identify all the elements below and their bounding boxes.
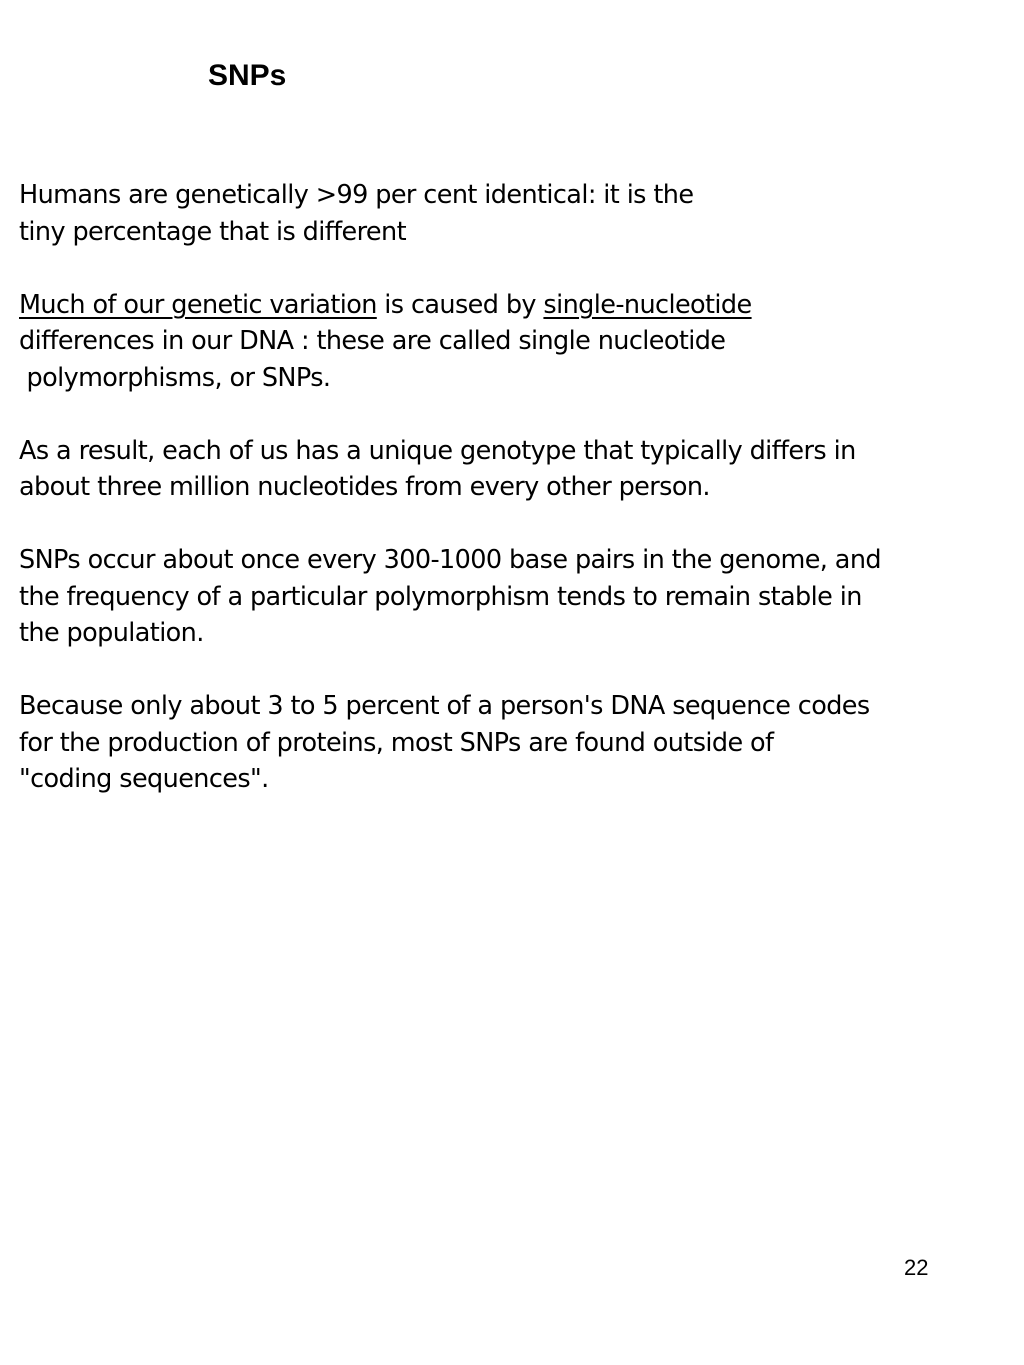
slide-body [19,177,1009,834]
text-line: differences in our DNA : these are called single nucleotide [19,326,726,356]
text-line: "coding sequences". [19,764,269,794]
text-line [19,287,1009,324]
paragraph-coding-sequences [19,688,1009,798]
paragraph-snp-definition [19,287,1009,397]
text-line: tiny percentage that is different [19,216,406,247]
underlined-phrase-single-nucleotide: single-nucleotide [543,289,752,320]
underlined-phrase-genetic-variation: Much of our genetic variation [19,289,377,320]
paragraph-genetic-identity [19,177,1009,250]
text-line: polymorphisms, or SNPs. [19,362,331,393]
page-number: 22 [904,1255,929,1280]
text-line: about three million nucleotides from every other person. [19,472,710,502]
text-line: for the production of proteins, most SNPs are found outside of [19,727,774,758]
text-line: Because only about 3 to 5 percent of a person's DNA sequence codes [19,691,870,721]
text-line: the population. [19,618,204,648]
slide-title: SNPs [208,59,287,92]
text-line: SNPs occur about once every 300-1000 base pairs in the genome, and [19,545,881,575]
text-line: Humans are genetically >99 per cent identical: it is the [19,180,694,210]
text-line: As a result, each of us has a unique genotype that typically differs in [19,435,856,466]
text-fragment: is caused by [376,289,544,320]
paragraph-snp-frequency [19,542,1009,652]
text-line: the frequency of a particular polymorphism tends to remain stable in [19,581,862,612]
paragraph-unique-genotype [19,433,1009,506]
